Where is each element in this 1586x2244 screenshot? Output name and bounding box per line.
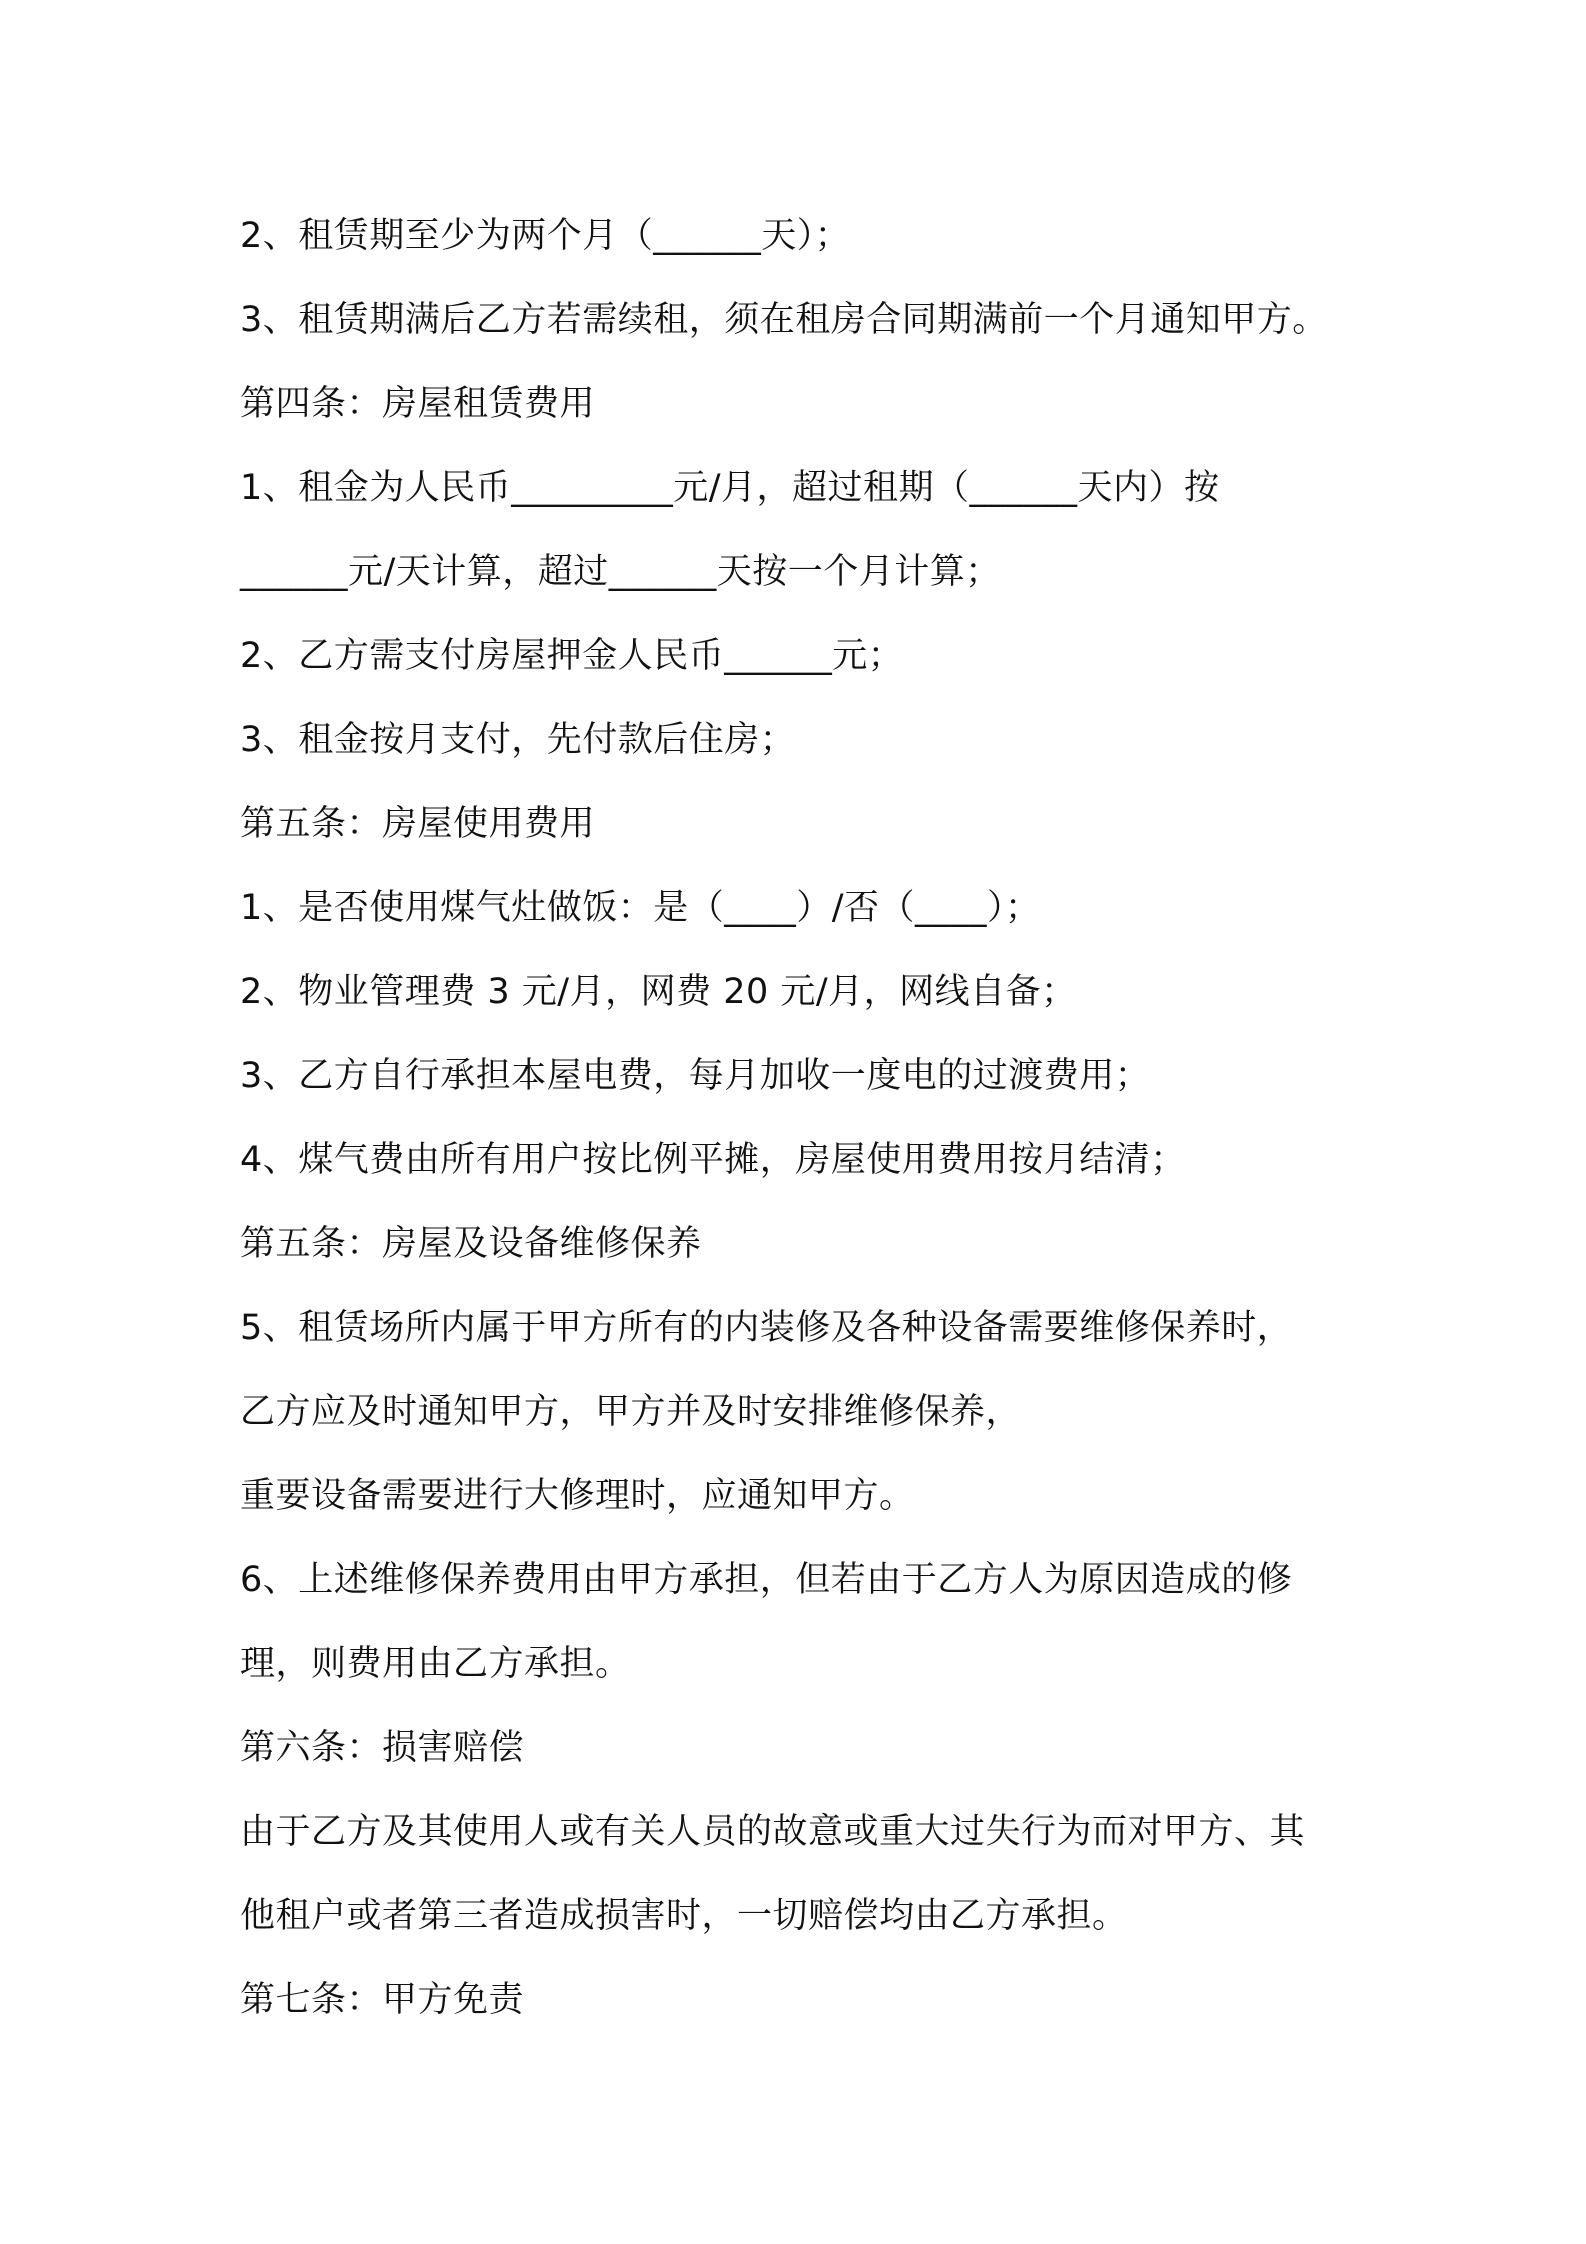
clause-line: 3、租金按月支付，先付款后住房； (240, 720, 796, 760)
section-heading: 第七条：甲方免责 (240, 1980, 525, 2020)
section-heading: 第六条：损害赔偿 (240, 1728, 525, 1768)
clause-line: 2、租赁期至少为两个月（______天）； (240, 216, 851, 256)
clause-line: 理，则费用由乙方承担。 (240, 1644, 631, 1684)
clause-line: 乙方应及时通知甲方，甲方并及时安排维修保养， (240, 1392, 1022, 1432)
section-heading: 第五条：房屋使用费用 (240, 804, 596, 844)
clause-line: 由于乙方及其使用人或有关人员的故意或重大过失行为而对甲方、其 (240, 1812, 1306, 1852)
section-heading: 第四条：房屋租赁费用 (240, 384, 596, 424)
document-body (240, 194, 1390, 2042)
clause-line: 1、租金为人民币_________元/月，超过租期（______天内）按 (240, 468, 1220, 508)
clause-line: 他租户或者第三者造成损害时，一切赔偿均由乙方承担。 (240, 1896, 1128, 1936)
clause-line: 4、煤气费由所有用户按比例平摊，房屋使用费用按月结清； (240, 1140, 1186, 1180)
clause-line: 6、上述维修保养费用由甲方承担，但若由于乙方人为原因造成的修 (240, 1560, 1293, 1600)
section-heading: 第五条：房屋及设备维修保养 (240, 1224, 702, 1264)
clause-line: 3、乙方自行承担本屋电费，每月加收一度电的过渡费用； (240, 1056, 1151, 1096)
clause-line: 2、物业管理费 3 元/月，网费 20 元/月，网线自备； (240, 972, 1077, 1012)
clause-line: 2、乙方需支付房屋押金人民币______元； (240, 636, 904, 676)
clause-line: 5、租赁场所内属于甲方所有的内装修及各种设备需要维修保养时， (240, 1308, 1293, 1348)
clause-line: ______元/天计算，超过______天按一个月计算； (240, 552, 1001, 592)
clause-line: 3、租赁期满后乙方若需续租，须在租房合同期满前一个月通知甲方。 (240, 300, 1328, 340)
clause-line: 1、是否使用煤气灶做饭：是（____）/否（____）； (240, 888, 1041, 928)
clause-line: 重要设备需要进行大修理时，应通知甲方。 (240, 1476, 915, 1516)
